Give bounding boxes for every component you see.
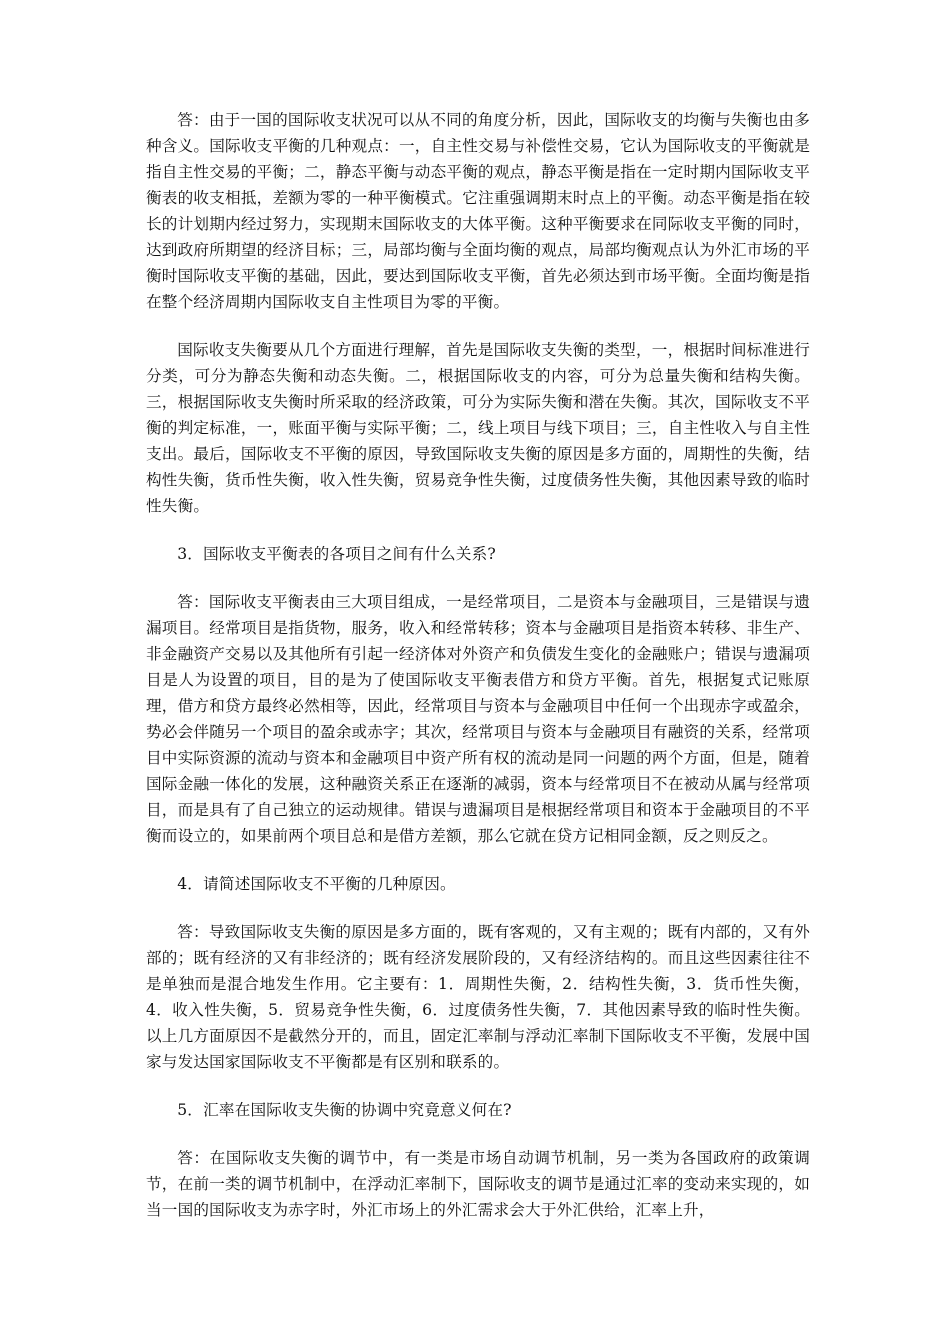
document-body: [146, 107, 810, 1245]
question-5: 5．汇率在国际收支失衡的协调中究竟意义何在?: [177, 1101, 512, 1119]
question-3: 3．国际收支平衡表的各项目之间有什么关系?: [177, 545, 496, 563]
answer-paragraph-5: 答：在国际收支失衡的调节中，有一类是市场自动调节机制，另一类为各国政府的政策调节，在前一类的调节机制中，在浮动汇率制下，国际收支的调节是通过汇率的变动来实现的，如当一国的国际收支为赤字时，外汇市场上的外汇需求会大于外汇供给，汇率上升，: [146, 1149, 810, 1219]
answer-paragraph-4: 答：导致国际收支失衡的原因是多方面的，既有客观的，又有主观的；既有内部的，又有外部的；既有经济的又有非经济的；既有经济发展阶段的，又有经济结构的。而且这些因素往往不是单独而是混合地发生作用。它主要有：1．周期性失衡，2．结构性失衡，3．货币性失衡，4．收入性失衡，5．贸易竞争性失衡，6．过度债务性失衡，7．其他因素导致的临时性失衡。以上几方面原因不是截然分开的，而且，固定汇率制与浮动汇率制下国际收支不平衡，发展中国家与发达国家国际收支不平衡都是有区别和联系的。: [146, 923, 810, 1071]
question-4: 4．请简述国际收支不平衡的几种原因。: [177, 875, 456, 893]
answer-paragraph-balance-views: 答：由于一国的国际收支状况可以从不同的角度分析，因此，国际收支的均衡与失衡也由多种含义。国际收支平衡的几种观点：一，自主性交易与补偿性交易，它认为国际收支的平衡就是指自主性交易的平衡；二，静态平衡与动态平衡的观点，静态平衡是指在一定时期内国际收支平衡表的收支相抵，差额为零的一种平衡模式。它注重强调期末时点上的平衡。动态平衡是指在较长的计划期内经过努力，实现期末国际收支的大体平衡。这种平衡要求在同际收支平衡的同时，达到政府所期望的经济目标；三，局部均衡与全面均衡的观点，局部均衡观点认为外汇市场的平衡时国际收支平衡的基础，因此，要达到国际收支平衡，首先必须达到市场平衡。全面均衡是指在整个经济周期内国际收支自主性项目为零的平衡。: [146, 111, 810, 311]
paragraph-imbalance-types: 国际收支失衡要从几个方面进行理解，首先是国际收支失衡的类型，一，根据时间标准进行分类，可分为静态失衡和动态失衡。二，根据国际收支的内容，可分为总量失衡和结构失衡。三，根据国际收支失衡时所采取的经济政策，可分为实际失衡和潜在失衡。其次，国际收支不平衡的判定标准，一，账面平衡与实际平衡；二，线上项目与线下项目；三，自主性收入与自主性支出。最后，国际收支不平衡的原因，导致国际收支失衡的原因是多方面的，周期性的失衡，结构性失衡，货币性失衡，收入性失衡，贸易竞争性失衡，过度债务性失衡，其他因素导致的临时性失衡。: [146, 341, 810, 515]
answer-paragraph-3: 答：国际收支平衡表由三大项目组成，一是经常项目，二是资本与金融项目，三是错误与遗漏项目。经常项目是指货物，服务，收入和经常转移；资本与金融项目是指资本转移、非生产、非金融资产交易以及其他所有引起一经济体对外资产和负债发生变化的金融账户；错误与遗漏项目是人为设置的项目，目的是为了使国际收支平衡表借方和贷方平衡。首先，根据复式记账原理，借方和贷方最终必然相等，因此，经常项目与资本与金融项目中任何一个出现赤字或盈余，势必会伴随另一个项目的盈余或赤字；其次，经常项目与资本与金融项目有融资的关系，经常项目中实际资源的流动与资本和金融项目中资产所有权的流动是同一问题的两个方面，但是，随着国际金融一体化的发展，这种融资关系正在逐渐的减弱，资本与经常项目不在被动从属与经常项目，而是具有了自己独立的运动规律。错误与遗漏项目是根据经常项目和资本于金融项目的不平衡而设立的，如果前两个项目总和是借方差额，那么它就在贷方记相同金额，反之则反之。: [146, 593, 810, 845]
